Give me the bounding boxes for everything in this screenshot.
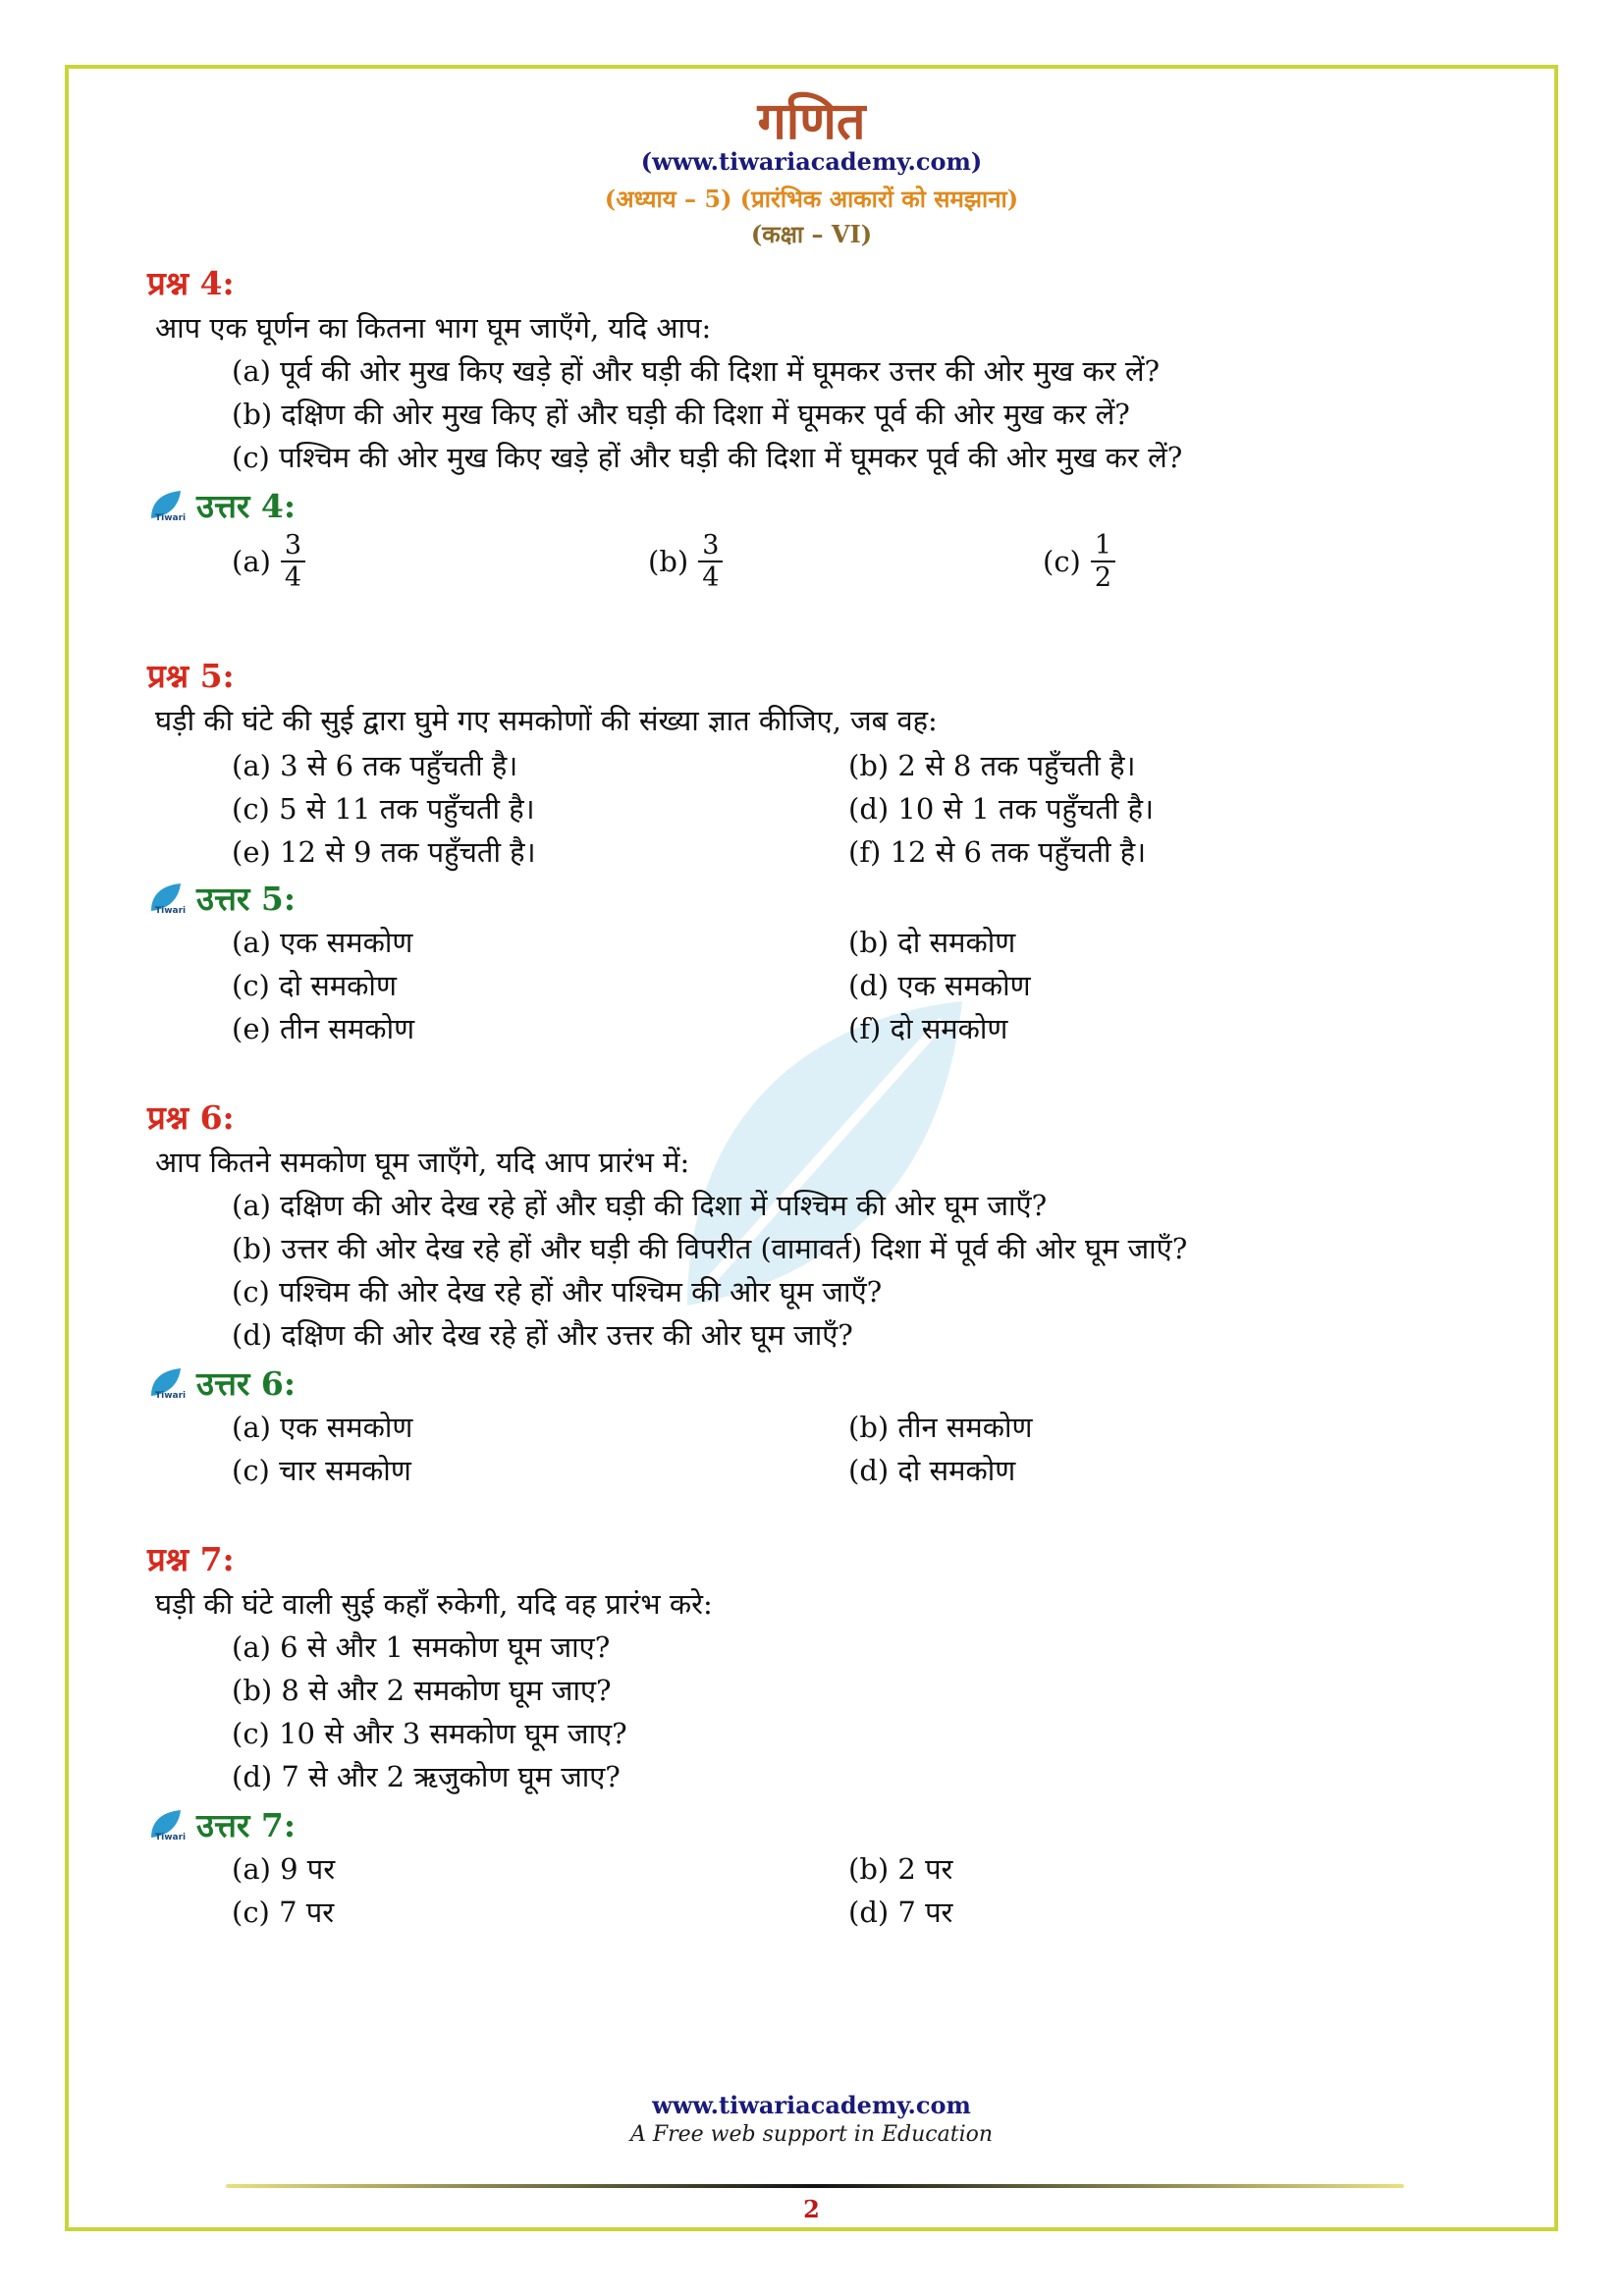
answer-6-heading [147, 1361, 296, 1405]
question-4-label: प्रश्न 4: [147, 264, 235, 302]
question-5-text: घड़ी की घंटे की सुई द्वारा घुमे गए समकोणों की संख्या ज्ञात कीजिए, जब वह: [155, 704, 938, 737]
answer-5-item: (c) दो समकोण [232, 969, 397, 1002]
answer-6-item: (d) दो समकोण [848, 1454, 1016, 1487]
question-5-item: (c) 5 से 11 तक पहुँचती है। [232, 792, 535, 826]
question-7-item: (c) 10 से और 3 समकोण घूम जाए? [232, 1717, 627, 1750]
question-7-item: (d) 7 से और 2 ऋजुकोण घूम जाए? [232, 1760, 621, 1793]
question-5-item: (e) 12 से 9 तक पहुँचती है। [232, 835, 536, 869]
question-5-label: प्रश्न 5: [147, 657, 235, 695]
question-4-item: (a) पूर्व की ओर मुख किए खड़े हों और घड़ी की दिशा में घूमकर उत्तर की ओर मुख कर लें? [232, 354, 1161, 388]
class-label: (कक्षा – VI) [750, 220, 873, 248]
answer-7-label: उत्तर 7: [196, 1806, 297, 1844]
answer-5-item: (d) एक समकोण [848, 969, 1031, 1002]
question-4-item: (b) दक्षिण की ओर मुख किए हों और घड़ी की दिशा में घूमकर पूर्व की ओर मुख कर लें? [232, 398, 1130, 431]
answer-6-item: (c) चार समकोण [232, 1454, 411, 1487]
answer-4-heading [147, 483, 296, 527]
question-6-item: (d) दक्षिण की ओर देख रहे हों और उत्तर की ओर घूम जाएँ? [232, 1318, 853, 1352]
leaf-icon-label: Tiwari [155, 905, 187, 915]
page-title: गणित [757, 91, 866, 151]
answer-7-item: (d) 7 पर [848, 1896, 953, 1929]
fraction-numerator: 1 [1091, 530, 1115, 562]
fraction [698, 530, 723, 593]
fraction [1091, 530, 1115, 593]
answer-5-item: (b) दो समकोण [848, 926, 1016, 959]
leaf-icon [147, 1808, 190, 1842]
question-4-text: आप एक घूर्णन का कितना भाग घूम जाएँगे, यदि आप: [155, 311, 712, 345]
question-7-item: (a) 6 से और 1 समकोण घूम जाए? [232, 1630, 611, 1664]
answer-5-heading [147, 876, 296, 920]
question-5-item: (f) 12 से 6 तक पहुँचती है। [848, 835, 1147, 869]
leaf-icon [147, 1366, 190, 1400]
leaf-icon [147, 881, 190, 915]
answer-4-c [1043, 530, 1115, 593]
answer-tag: (c) [1043, 545, 1081, 579]
fraction-numerator: 3 [698, 530, 723, 562]
fraction [281, 530, 305, 593]
question-6-item: (a) दक्षिण की ओर देख रहे हों और घड़ी की दिशा में पश्चिम की ओर घूम जाएँ? [232, 1189, 1048, 1222]
answer-7-item: (a) 9 पर [232, 1852, 336, 1886]
question-4-item: (c) पश्चिम की ओर मुख किए खड़े हों और घड़ी की दिशा में घूमकर पूर्व की ओर मुख कर लें? [232, 441, 1183, 474]
answer-7-heading [147, 1802, 296, 1846]
footer-tagline: A Free web support in Education [629, 2122, 994, 2147]
leaf-icon [147, 489, 190, 522]
answer-tag: (b) [648, 545, 689, 579]
answer-7-item: (b) 2 पर [848, 1852, 953, 1886]
answer-5-item: (a) एक समकोण [232, 926, 413, 959]
question-5-item: (b) 2 से 8 तक पहुँचती है। [848, 749, 1136, 782]
answer-6-item: (a) एक समकोण [232, 1411, 413, 1444]
question-5-item: (d) 10 से 1 तक पहुँचती है। [848, 792, 1154, 826]
fraction-numerator: 3 [281, 530, 305, 562]
answer-5-item: (f) दो समकोण [848, 1012, 1008, 1045]
leaf-icon-label: Tiwari [155, 1390, 187, 1400]
footer-site-link[interactable]: www.tiwariacademy.com [652, 2091, 971, 2119]
question-6-label: प्रश्न 6: [147, 1098, 235, 1137]
chapter-title: (अध्याय – 5) (प्रारंभिक आकारों को समझाना) [604, 185, 1019, 213]
fraction-denominator: 4 [702, 562, 720, 594]
question-6-item: (c) पश्चिम की ओर देख रहे हों और पश्चिम की ओर घूम जाएँ? [232, 1275, 883, 1308]
header-site: (www.tiwariacademy.com) [640, 147, 983, 176]
answer-4-a [232, 530, 305, 593]
answer-4-b [648, 530, 723, 593]
fraction-denominator: 4 [284, 562, 302, 594]
answer-5-item: (e) तीन समकोण [232, 1012, 415, 1045]
question-6-item: (b) उत्तर की ओर देख रहे हों और घड़ी की विपरीत (वामावर्त) दिशा में पूर्व की ओर घूम जाएँ? [232, 1232, 1188, 1265]
question-6-text: आप कितने समकोण घूम जाएँगे, यदि आप प्रारंभ में: [155, 1146, 690, 1179]
answer-6-label: उत्तर 6: [196, 1364, 297, 1403]
answer-tag: (a) [232, 545, 271, 579]
answer-4-label: उत्तर 4: [196, 487, 297, 525]
leaf-icon-label: Tiwari [155, 512, 187, 522]
fraction-denominator: 2 [1094, 562, 1112, 594]
page-number: 2 [803, 2195, 820, 2223]
answer-7-item: (c) 7 पर [232, 1896, 335, 1929]
answer-6-item: (b) तीन समकोण [848, 1411, 1033, 1444]
question-5-item: (a) 3 से 6 तक पहुँचती है। [232, 749, 518, 782]
question-7-item: (b) 8 से और 2 समकोण घूम जाए? [232, 1674, 612, 1707]
answer-5-label: उत्तर 5: [196, 880, 297, 918]
question-7-label: प्रश्न 7: [147, 1540, 235, 1578]
footer-divider [226, 2184, 1404, 2188]
question-7-text: घड़ी की घंटे वाली सुई कहाँ रुकेगी, यदि वह प्रारंभ करे: [155, 1587, 713, 1621]
leaf-icon-label: Tiwari [155, 1832, 187, 1842]
